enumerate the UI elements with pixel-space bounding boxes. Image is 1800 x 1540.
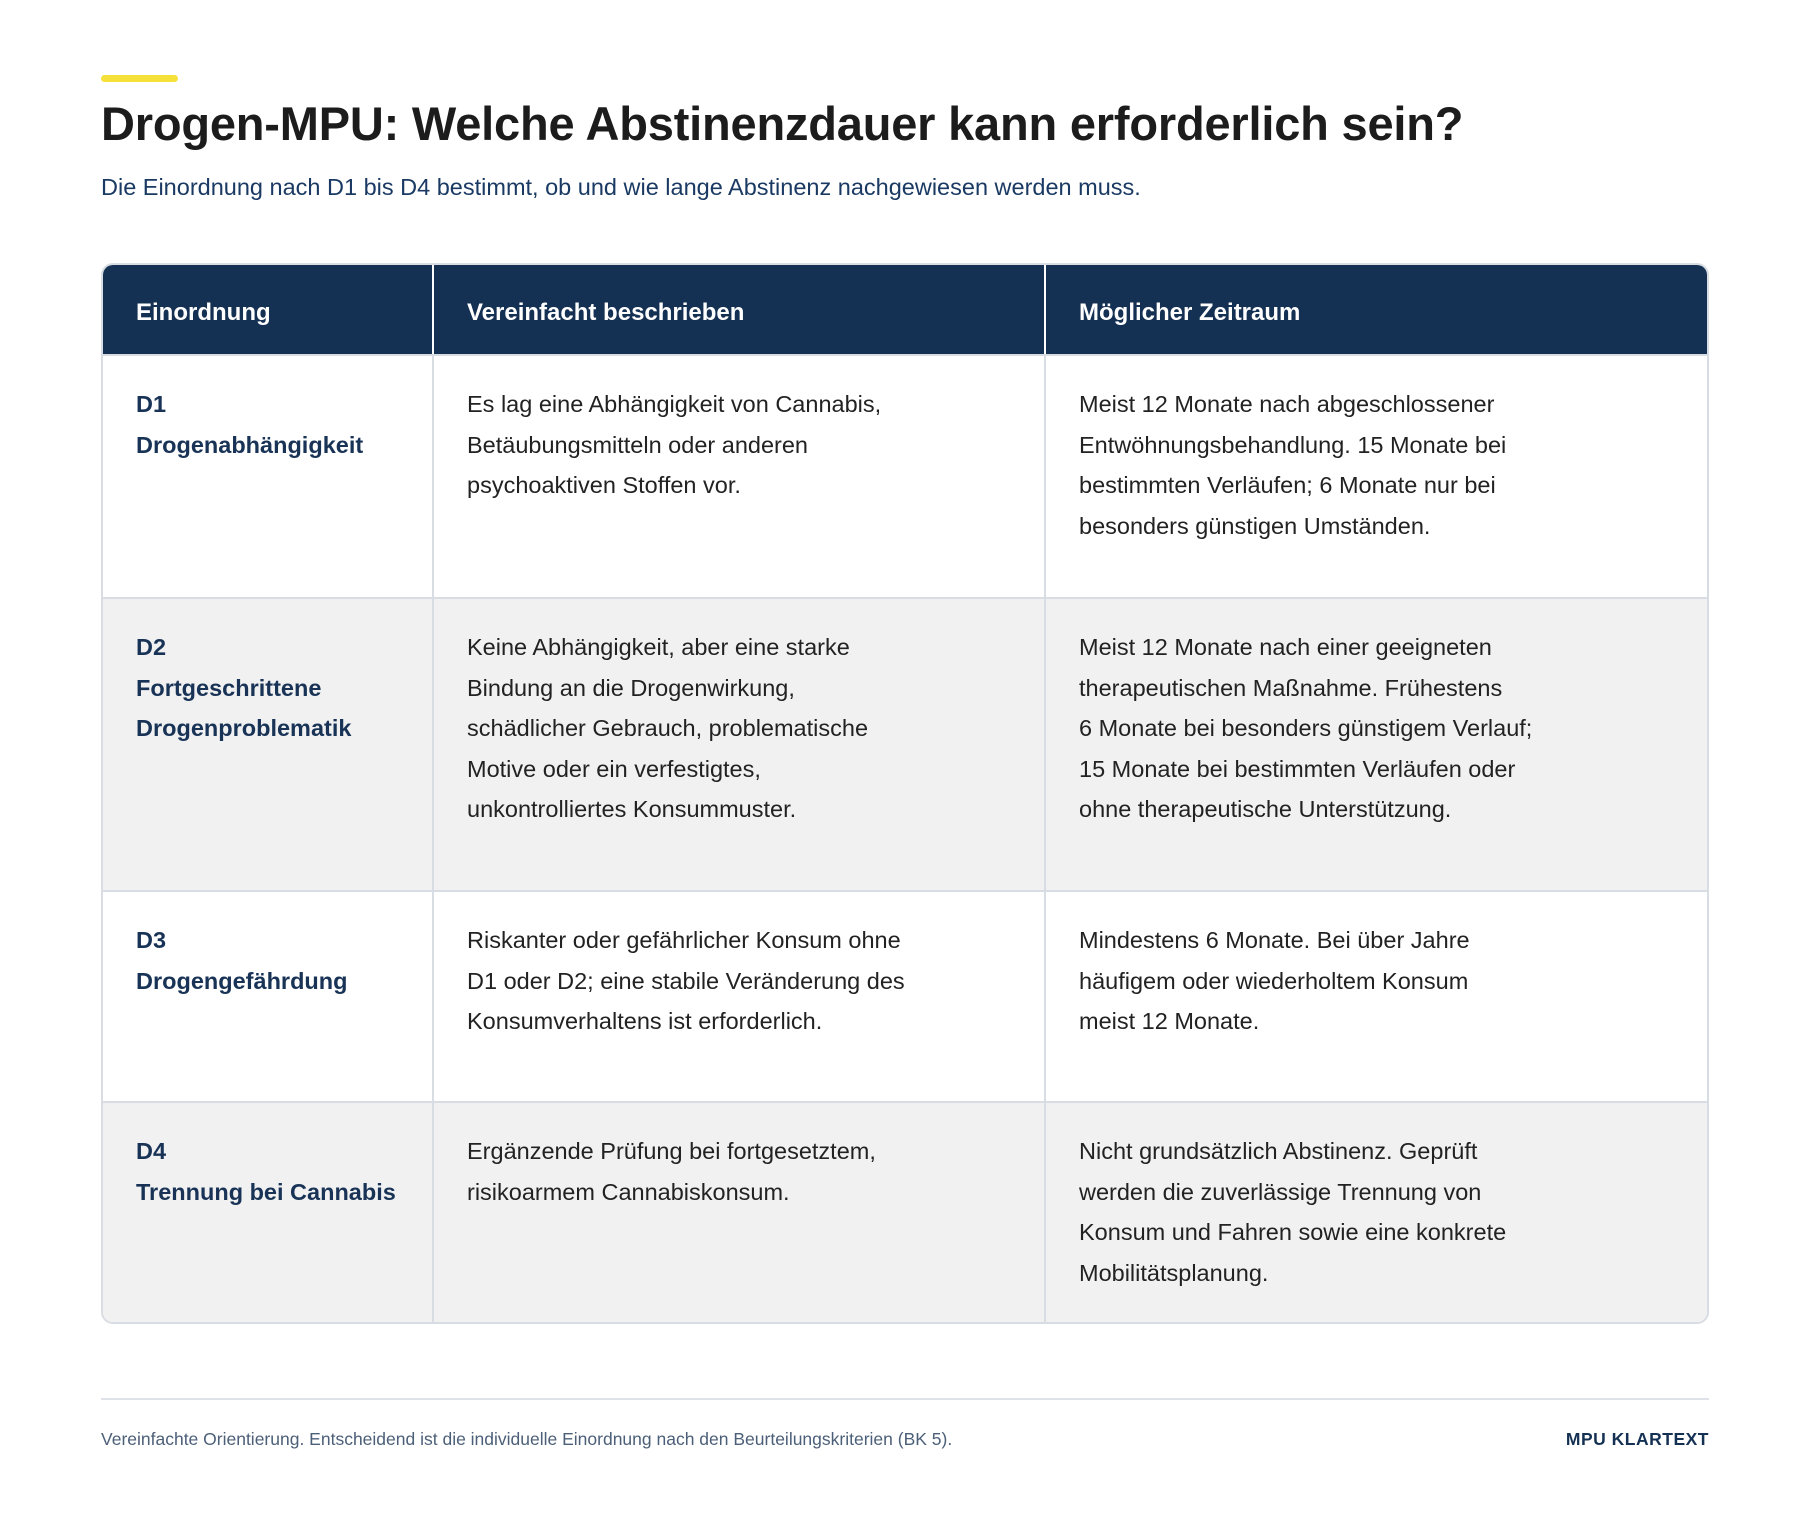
footer-divider	[101, 1398, 1709, 1400]
description-line: risikoarmem Cannabiskonsum.	[467, 1178, 790, 1205]
description-cell	[434, 597, 1046, 890]
period-cell	[1046, 597, 1707, 890]
category-name: Drogenabhängigkeit	[136, 431, 364, 458]
period-line: meist 12 Monate.	[1079, 1008, 1260, 1034]
category-cell	[103, 1101, 434, 1322]
category-cell	[103, 597, 434, 890]
column-header-zeitraum: Möglicher Zeitraum	[1046, 265, 1707, 354]
period-line: therapeutischen Maßnahme. Frühestens	[1079, 674, 1503, 701]
page-subtitle: Die Einordnung nach D1 bis D4 bestimmt, ob und wie lange Abstinenz nachgewiesen werden muss.	[101, 174, 1141, 200]
brand-logo-text: MPU KLARTEXT	[1565, 1429, 1709, 1449]
table-row	[103, 1101, 1707, 1322]
description-line: Riskanter oder gefährlicher Konsum ohne	[467, 927, 901, 953]
category-code: D3	[136, 927, 167, 953]
description-line: Bindung an die Drogenwirkung,	[467, 674, 795, 701]
description-line: D1 oder D2; eine stabile Veränderung des	[467, 967, 905, 994]
page-title: Drogen-MPU: Welche Abstinenzdauer kann erforderlich sein?	[101, 97, 1464, 150]
abstinence-table	[101, 263, 1709, 1324]
period-line: Meist 12 Monate nach einer geeigneten	[1079, 634, 1492, 660]
period-line: Nicht grundsätzlich Abstinenz. Geprüft	[1079, 1138, 1478, 1164]
table-row	[103, 354, 1707, 597]
table-header-row	[103, 265, 1707, 354]
description-line: schädlicher Gebrauch, problematische	[467, 715, 869, 741]
column-header-beschreibung: Vereinfacht beschrieben	[434, 265, 1046, 354]
footer-note: Vereinfachte Orientierung. Entscheidend ist die individuelle Einordnung nach den Beurteilungskriterien (BK 5).	[101, 1429, 953, 1449]
period-line: Entwöhnungsbehandlung. 15 Monate bei	[1079, 431, 1507, 458]
period-line: 15 Monate bei bestimmten Verläufen oder	[1079, 755, 1516, 782]
category-name: Drogenproblematik	[136, 715, 352, 741]
category-name: Drogengefährdung	[136, 967, 348, 994]
category-code: D2	[136, 634, 167, 660]
description-line: unkontrolliertes Konsummuster.	[467, 796, 797, 822]
description-line: Konsumverhaltens ist erforderlich.	[467, 1008, 823, 1034]
accent-bar	[101, 75, 178, 82]
period-line: ohne therapeutische Unterstützung.	[1079, 796, 1452, 822]
table-row	[103, 890, 1707, 1101]
period-line: besonders günstigen Umständen.	[1079, 512, 1431, 539]
table-row	[103, 597, 1707, 890]
category-cell	[103, 354, 434, 597]
period-line: Meist 12 Monate nach abgeschlossener	[1079, 391, 1495, 417]
category-name: Trennung bei Cannabis	[136, 1178, 396, 1205]
description-line: Motive oder ein verfestigtes,	[467, 755, 761, 782]
description-line: Es lag eine Abhängigkeit von Cannabis,	[467, 391, 882, 417]
column-header-einordnung: Einordnung	[103, 265, 434, 354]
category-code: D1	[136, 391, 167, 417]
category-code: D4	[136, 1138, 167, 1164]
category-cell	[103, 890, 434, 1101]
period-line: Mindestens 6 Monate. Bei über Jahre	[1079, 927, 1470, 953]
period-cell	[1046, 890, 1707, 1101]
period-line: Mobilitätsplanung.	[1079, 1259, 1269, 1286]
period-line: 6 Monate bei besonders günstigem Verlauf;	[1079, 715, 1533, 741]
description-cell	[434, 1101, 1046, 1322]
description-cell	[434, 354, 1046, 597]
description-line: Ergänzende Prüfung bei fortgesetztem,	[467, 1138, 876, 1164]
period-line: Konsum und Fahren sowie eine konkrete	[1079, 1219, 1507, 1245]
period-line: häufigem oder wiederholtem Konsum	[1079, 967, 1469, 994]
description-line: Betäubungsmitteln oder anderen	[467, 431, 808, 458]
description-line: psychoaktiven Stoffen vor.	[467, 472, 741, 498]
description-cell	[434, 890, 1046, 1101]
description-line: Keine Abhängigkeit, aber eine starke	[467, 634, 850, 660]
category-name: Fortgeschrittene	[136, 674, 322, 701]
period-line: bestimmten Verläufen; 6 Monate nur bei	[1079, 472, 1496, 498]
period-line: werden die zuverlässige Trennung von	[1079, 1178, 1482, 1205]
period-cell	[1046, 354, 1707, 597]
period-cell	[1046, 1101, 1707, 1322]
